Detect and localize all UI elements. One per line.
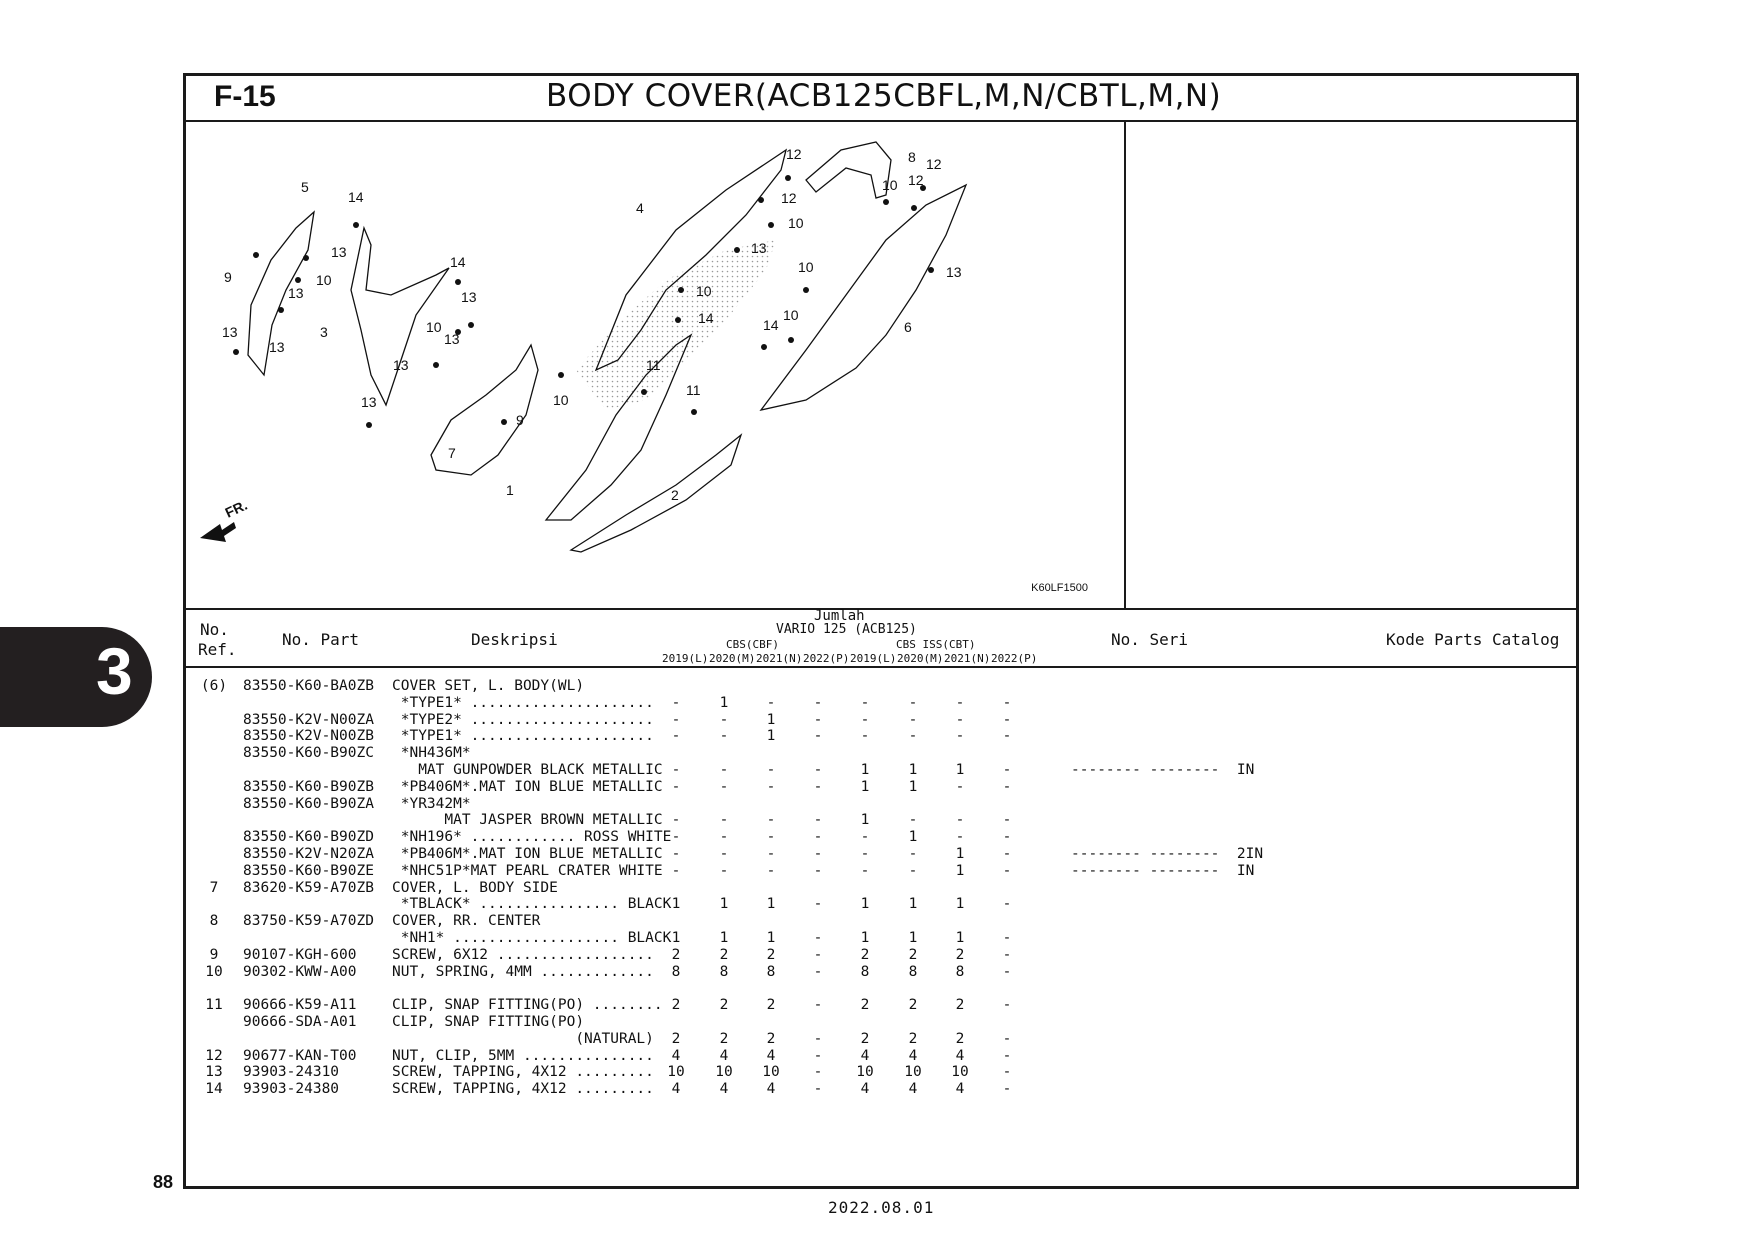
part-number: 90666-K59-A11	[243, 997, 357, 1014]
svg-text:1: 1	[506, 482, 514, 498]
quantity-cell: 2	[671, 1030, 681, 1047]
part-number: 83550-K60-B90ZE	[243, 862, 374, 879]
part-number: 90677-KAN-T00	[243, 1047, 357, 1064]
quantity-cell: -	[813, 694, 823, 711]
quantity-cell: 1	[908, 896, 918, 913]
quantity-cell: 1	[671, 930, 681, 946]
quantity-cell: 1	[955, 930, 965, 946]
quantity-cell: -	[1002, 694, 1012, 711]
quantity-cell: -	[671, 728, 681, 745]
part-description: COVER, L. BODY SIDE	[392, 879, 558, 896]
quantity-cell: 2	[766, 1030, 776, 1047]
quantity-cell: 8	[860, 963, 870, 980]
part-description: SCREW, 6X12 ..................	[392, 946, 654, 963]
svg-text:13: 13	[331, 244, 347, 260]
svg-text:12: 12	[908, 172, 924, 188]
quantity-cell: 1	[766, 728, 776, 745]
svg-text:5: 5	[301, 179, 309, 195]
serial-number: -------- -------- IN	[1071, 762, 1255, 778]
quantity-cell: -	[766, 762, 776, 778]
header-catalog-code: Kode Parts Catalog	[1386, 630, 1560, 649]
quantity-cell: 1	[908, 778, 918, 795]
quantity-cell: 1	[719, 930, 729, 946]
quantity-cell: 1	[860, 930, 870, 946]
quantity-cell: -	[955, 694, 965, 711]
quantity-cell: -	[955, 728, 965, 745]
quantity-cell: -	[813, 963, 823, 980]
svg-text:13: 13	[361, 394, 377, 410]
quantity-cell: 8	[955, 963, 965, 980]
part-description: CLIP, SNAP FITTING(PO) ........	[392, 997, 663, 1014]
quantity-cell: -	[719, 812, 729, 829]
part-number: 83550-K60-B90ZB	[243, 778, 374, 795]
quantity-cell: -	[955, 711, 965, 728]
quantity-cell: -	[1002, 762, 1012, 778]
page-title: BODY COVER(ACB125CBFL,M,N/CBTL,M,N)	[546, 78, 1222, 114]
ref-number: 9	[209, 946, 219, 963]
quantity-cell: -	[671, 812, 681, 829]
part-number: 83550-K2V-N00ZA	[243, 711, 374, 728]
quantity-cell: 2	[766, 946, 776, 963]
quantity-cell: 1	[719, 694, 729, 711]
part-number: 83620-K59-A70ZB	[243, 879, 374, 896]
quantity-cell: 1	[955, 846, 965, 862]
quantity-cell: -	[766, 812, 776, 829]
header-year-3: 2021(N)	[756, 652, 803, 665]
quantity-cell: -	[1002, 963, 1012, 980]
part-description: *YR342M*	[392, 795, 471, 812]
quantity-cell: -	[766, 694, 776, 711]
header-group-cbs-iss: CBS ISS(CBT)	[896, 638, 976, 651]
quantity-cell: -	[860, 846, 870, 862]
svg-text:10: 10	[316, 272, 332, 288]
quantity-cell: -	[813, 997, 823, 1014]
svg-text:7: 7	[448, 445, 456, 461]
quantity-cell: 2	[908, 946, 918, 963]
quantity-cell: 4	[860, 1081, 870, 1098]
quantity-cell: 1	[908, 930, 918, 946]
quantity-cell: 2	[860, 997, 870, 1014]
quantity-cell: -	[719, 711, 729, 728]
ref-number: 12	[205, 1047, 223, 1064]
quantity-cell: 4	[671, 1047, 681, 1064]
quantity-cell: -	[813, 1047, 823, 1064]
part-number: 83550-K2V-N20ZA	[243, 846, 374, 862]
header-no: No.	[200, 620, 229, 639]
quantity-cell: -	[860, 711, 870, 728]
quantity-cell: 8	[719, 963, 729, 980]
fasteners	[233, 175, 934, 428]
quantity-cell: -	[955, 829, 965, 846]
quantity-cell: 4	[955, 1081, 965, 1098]
quantity-cell: -	[955, 812, 965, 829]
callout-labels	[222, 146, 962, 503]
header-part-no: No. Part	[282, 630, 360, 649]
quantity-cell: -	[1002, 1081, 1012, 1098]
quantity-cell: 10	[951, 1064, 969, 1081]
quantity-cell: -	[860, 862, 870, 879]
quantity-cell: 2	[766, 997, 776, 1014]
svg-text:11: 11	[646, 357, 661, 373]
svg-text:3: 3	[320, 324, 328, 340]
quantity-cell: -	[1002, 946, 1012, 963]
part-description: CLIP, SNAP FITTING(PO)	[392, 1014, 585, 1030]
exploded-parts-diagram	[186, 120, 1126, 608]
quantity-cell: -	[1002, 896, 1012, 913]
part-description: NUT, SPRING, 4MM .............	[392, 963, 654, 980]
svg-text:FR.: FR.	[222, 496, 250, 521]
quantity-cell: 1	[908, 829, 918, 846]
part-number: 83550-K60-BA0ZB	[243, 678, 374, 694]
part-description: (NATURAL)	[392, 1030, 654, 1047]
svg-text:14: 14	[763, 317, 779, 333]
quantity-cell: -	[719, 762, 729, 778]
part-description: *PB406M*.MAT ION BLUE METALLIC	[392, 846, 663, 862]
svg-text:9: 9	[224, 269, 232, 285]
quantity-cell: -	[813, 846, 823, 862]
figure-id: F-15	[214, 80, 276, 113]
quantity-cell: 10	[667, 1064, 685, 1081]
part-description: *TBLACK* ................ BLACK	[392, 896, 672, 913]
part-description: *NHC51P*MAT PEARL CRATER WHITE	[392, 862, 663, 879]
diagram-code: K60LF1500	[1031, 582, 1088, 594]
svg-text:10: 10	[426, 319, 442, 335]
ref-number: 14	[205, 1081, 223, 1098]
part-description: COVER SET, L. BODY(WL)	[392, 678, 585, 694]
header-description: Deskripsi	[471, 630, 558, 649]
quantity-cell: -	[719, 829, 729, 846]
quantity-cell: -	[813, 762, 823, 778]
quantity-cell: 10	[904, 1064, 922, 1081]
svg-text:12: 12	[926, 156, 942, 172]
svg-text:10: 10	[553, 392, 569, 408]
quantity-cell: 4	[908, 1081, 918, 1098]
part-description: MAT JASPER BROWN METALLIC	[392, 812, 663, 829]
section-number: 3	[96, 634, 133, 708]
svg-text:9: 9	[516, 412, 524, 428]
header-year-5: 2019(L)	[850, 652, 897, 665]
svg-text:2: 2	[671, 487, 679, 503]
serial-number: -------- -------- 2IN	[1071, 846, 1264, 862]
part-description: *TYPE1* .....................	[392, 728, 654, 745]
front-arrow-icon	[200, 497, 250, 542]
quantity-cell: -	[813, 711, 823, 728]
quantity-cell: -	[955, 778, 965, 795]
quantity-cell: 4	[860, 1047, 870, 1064]
ref-number: 11	[205, 997, 223, 1014]
quantity-cell: 8	[671, 963, 681, 980]
part-description: SCREW, TAPPING, 4X12 .........	[392, 1064, 654, 1081]
header-group-cbs: CBS(CBF)	[726, 638, 779, 651]
part-description: COVER, RR. CENTER	[392, 913, 541, 930]
quantity-cell: 1	[908, 762, 918, 778]
footer-date: 2022.08.01	[828, 1198, 935, 1217]
quantity-cell: -	[671, 711, 681, 728]
quantity-cell: -	[813, 812, 823, 829]
quantity-cell: 2	[908, 1030, 918, 1047]
quantity-cell: -	[671, 862, 681, 879]
table-header	[186, 608, 1576, 668]
quantity-cell: -	[1002, 812, 1012, 829]
ref-number: 7	[209, 879, 219, 896]
part-description: *NH196* ............ ROSS WHITE	[392, 829, 672, 846]
part-number: 83550-K60-B90ZC	[243, 745, 374, 762]
header-jumlah: Jumlah	[814, 608, 865, 624]
part-description: NUT, CLIP, 5MM ...............	[392, 1047, 654, 1064]
part-number: 83550-K60-B90ZD	[243, 829, 374, 846]
svg-text:10: 10	[696, 283, 712, 299]
svg-text:10: 10	[882, 177, 898, 193]
quantity-cell: -	[908, 846, 918, 862]
quantity-cell: -	[1002, 930, 1012, 946]
quantity-cell: -	[813, 1064, 823, 1081]
quantity-cell: -	[671, 778, 681, 795]
part-3-shape	[351, 228, 449, 405]
part-number: 90107-KGH-600	[243, 946, 357, 963]
part-number: 93903-24310	[243, 1064, 340, 1081]
ref-number: 10	[205, 963, 223, 980]
quantity-cell: 2	[860, 1030, 870, 1047]
quantity-cell: -	[1002, 778, 1012, 795]
part-number: 90302-KWW-A00	[243, 963, 357, 980]
quantity-cell: 2	[908, 997, 918, 1014]
header-year-4: 2022(P)	[803, 652, 850, 665]
diagram-drawing	[186, 120, 1122, 608]
quantity-cell: 2	[719, 1030, 729, 1047]
quantity-cell: 2	[719, 997, 729, 1014]
quantity-cell: -	[1002, 728, 1012, 745]
quantity-cell: 1	[955, 862, 965, 879]
quantity-cell: -	[1002, 1064, 1012, 1081]
part-description: SCREW, TAPPING, 4X12 .........	[392, 1081, 654, 1098]
part-description: *PB406M*.MAT ION BLUE METALLIC	[392, 778, 663, 795]
quantity-cell: 1	[955, 762, 965, 778]
quantity-cell: -	[766, 829, 776, 846]
svg-text:8: 8	[908, 149, 916, 165]
quantity-cell: 2	[671, 997, 681, 1014]
svg-text:11: 11	[686, 382, 701, 398]
part-description: MAT GUNPOWDER BLACK METALLIC	[392, 762, 663, 778]
header-year-2: 2020(M)	[709, 652, 756, 665]
ref-number: (6)	[200, 678, 228, 694]
quantity-cell: 1	[766, 896, 776, 913]
part-8-shape	[806, 142, 891, 198]
quantity-cell: -	[671, 829, 681, 846]
svg-text:13: 13	[461, 289, 477, 305]
quantity-cell: -	[860, 694, 870, 711]
quantity-cell: 8	[908, 963, 918, 980]
ref-number: 8	[209, 913, 219, 930]
svg-text:13: 13	[288, 285, 304, 301]
quantity-cell: -	[719, 862, 729, 879]
page-number: 88	[153, 1172, 174, 1192]
svg-text:13: 13	[269, 339, 285, 355]
svg-text:14: 14	[698, 310, 714, 326]
quantity-cell: 4	[766, 1047, 776, 1064]
quantity-cell: 1	[671, 896, 681, 913]
quantity-cell: -	[671, 762, 681, 778]
quantity-cell: 10	[715, 1064, 733, 1081]
section-tab	[0, 627, 152, 727]
quantity-cell: 8	[766, 963, 776, 980]
quantity-cell: -	[1002, 1047, 1012, 1064]
quantity-cell: -	[719, 728, 729, 745]
part-description: *NH1* ................... BLACK	[392, 930, 672, 946]
svg-text:10: 10	[798, 259, 814, 275]
quantity-cell: 1	[860, 812, 870, 829]
quantity-cell: -	[813, 1030, 823, 1047]
svg-text:4: 4	[636, 200, 644, 216]
quantity-cell: 2	[955, 997, 965, 1014]
quantity-cell: -	[766, 862, 776, 879]
quantity-cell: -	[766, 846, 776, 862]
quantity-cell: -	[1002, 829, 1012, 846]
header-year-8: 2022(P)	[991, 652, 1038, 665]
quantity-cell: 4	[719, 1081, 729, 1098]
quantity-cell: -	[908, 711, 918, 728]
quantity-cell: 4	[766, 1081, 776, 1098]
quantity-cell: 1	[860, 896, 870, 913]
header-year-1: 2019(L)	[662, 652, 709, 665]
title-bar	[186, 76, 1576, 122]
svg-text:13: 13	[946, 264, 962, 280]
quantity-cell: -	[908, 862, 918, 879]
part-number: 83550-K60-B90ZA	[243, 795, 374, 812]
part-number: 83550-K2V-N00ZB	[243, 728, 374, 745]
quantity-cell: 10	[856, 1064, 874, 1081]
quantity-cell: 4	[908, 1047, 918, 1064]
part-description: *TYPE2* .....................	[392, 711, 654, 728]
quantity-cell: 4	[719, 1047, 729, 1064]
header-year-7: 2021(N)	[944, 652, 991, 665]
quantity-cell: -	[766, 778, 776, 795]
quantity-cell: -	[813, 1081, 823, 1098]
part-number: 93903-24380	[243, 1081, 340, 1098]
quantity-cell: 2	[955, 946, 965, 963]
quantity-cell: 1	[860, 762, 870, 778]
quantity-cell: -	[719, 846, 729, 862]
quantity-cell: -	[813, 896, 823, 913]
svg-text:14: 14	[348, 189, 364, 205]
quantity-cell: -	[908, 812, 918, 829]
svg-text:10: 10	[788, 215, 804, 231]
quantity-cell: -	[813, 728, 823, 745]
quantity-cell: 1	[719, 896, 729, 913]
quantity-cell: 1	[766, 930, 776, 946]
quantity-cell: -	[908, 728, 918, 745]
quantity-cell: 4	[955, 1047, 965, 1064]
quantity-cell: -	[671, 846, 681, 862]
ref-number: 13	[205, 1064, 223, 1081]
quantity-cell: -	[813, 829, 823, 846]
svg-text:12: 12	[781, 190, 797, 206]
header-ref: Ref.	[198, 640, 237, 659]
header-year-6: 2020(M)	[897, 652, 944, 665]
quantity-cell: 2	[860, 946, 870, 963]
quantity-cell: -	[1002, 1030, 1012, 1047]
svg-text:13: 13	[751, 240, 767, 256]
quantity-cell: 10	[762, 1064, 780, 1081]
svg-text:14: 14	[450, 254, 466, 270]
part-number: 83750-K59-A70ZD	[243, 913, 374, 930]
quantity-cell: 2	[719, 946, 729, 963]
svg-text:6: 6	[904, 319, 912, 335]
quantity-cell: -	[1002, 862, 1012, 879]
quantity-cell: 2	[671, 946, 681, 963]
quantity-cell: -	[860, 728, 870, 745]
quantity-cell: 1	[766, 711, 776, 728]
quantity-cell: -	[671, 694, 681, 711]
parts-catalog-page	[183, 73, 1579, 1189]
quantity-cell: -	[1002, 846, 1012, 862]
quantity-cell: -	[813, 778, 823, 795]
quantity-cell: -	[1002, 711, 1012, 728]
svg-text:13: 13	[444, 331, 460, 347]
quantity-cell: -	[813, 862, 823, 879]
quantity-cell: -	[813, 930, 823, 946]
serial-number: -------- -------- IN	[1071, 862, 1255, 879]
part-number: 90666-SDA-A01	[243, 1014, 357, 1030]
quantity-cell: -	[1002, 997, 1012, 1014]
header-model: VARIO 125 (ACB125)	[776, 622, 917, 637]
svg-text:12: 12	[786, 146, 802, 162]
header-serial: No. Seri	[1111, 630, 1189, 649]
svg-text:13: 13	[222, 324, 238, 340]
quantity-cell: -	[719, 778, 729, 795]
quantity-cell: 1	[860, 778, 870, 795]
quantity-cell: -	[908, 694, 918, 711]
quantity-cell: -	[860, 829, 870, 846]
quantity-cell: 2	[955, 1030, 965, 1047]
quantity-cell: 4	[671, 1081, 681, 1098]
svg-text:10: 10	[783, 307, 799, 323]
svg-text:13: 13	[393, 357, 409, 373]
part-description: *NH436M*	[392, 745, 471, 762]
part-2-shape	[571, 435, 741, 552]
part-description: *TYPE1* .....................	[392, 694, 654, 711]
quantity-cell: 1	[955, 896, 965, 913]
quantity-cell: -	[813, 946, 823, 963]
